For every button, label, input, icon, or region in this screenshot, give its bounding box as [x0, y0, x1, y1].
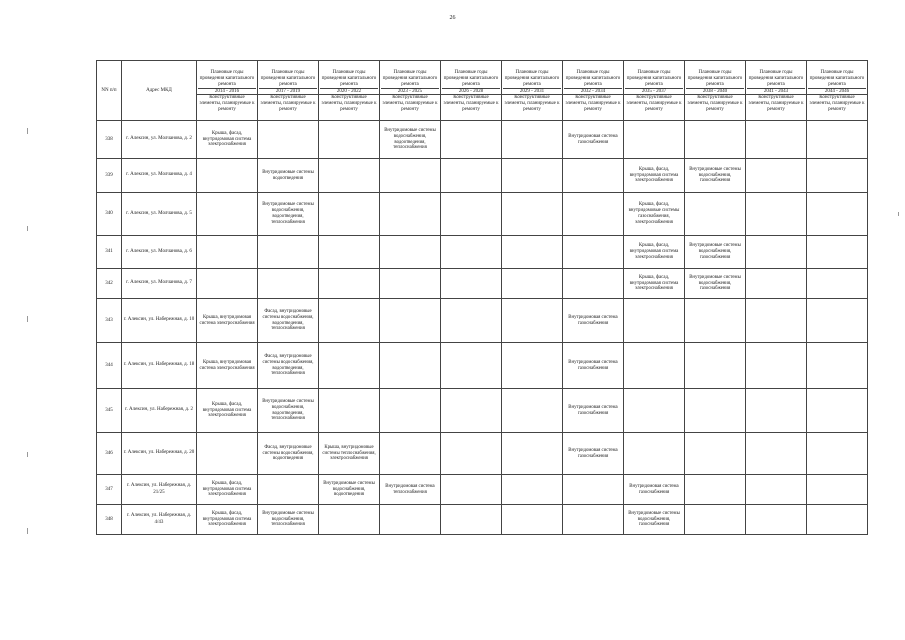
repair-cell: [380, 159, 441, 193]
period-label: Плановые годы проведения капитального ремонта: [565, 70, 621, 87]
period-label: Плановые годы проведения капитального ремонта: [260, 70, 316, 87]
table-body: [97, 121, 868, 535]
repair-cell: [441, 159, 502, 193]
repair-cell: [319, 193, 380, 236]
row-address: г. Алексин, ул. Набережная, д. 21/25: [122, 475, 197, 505]
repair-cell: Внутридомовые системы водоснабжения, газоснабжения: [685, 159, 746, 193]
repair-cell: [441, 475, 502, 505]
table-row: [97, 389, 868, 433]
column-header-address: Адрес МКД: [122, 61, 197, 121]
repair-cell: [441, 121, 502, 159]
repair-cell: [807, 193, 868, 236]
repair-cell: [502, 236, 563, 269]
column-header-period: [563, 61, 624, 95]
column-header-period: [624, 61, 685, 95]
repair-cell: [624, 433, 685, 475]
repair-cell: [807, 121, 868, 159]
repair-cell: [441, 343, 502, 389]
repair-cell: Внутридомовые системы водоснабжения, теплоснабжения: [258, 505, 319, 535]
period-years: 2038 - 2040: [686, 88, 744, 94]
repair-cell: Внутридомовая система газоснабжения: [563, 433, 624, 475]
repair-cell: Крыша, фасад, внутридомовая система электроснабжения: [624, 269, 685, 299]
repair-cell: Крыша, фасад, внутридомовая система электроснабжения: [197, 121, 258, 159]
repair-cell: Фасад, внутридомовые системы водоснабжения, водоотведения: [258, 433, 319, 475]
column-header-period: [380, 61, 441, 95]
column-header-period: [685, 61, 746, 95]
repair-cell: [807, 475, 868, 505]
scan-margin-mark: [27, 528, 28, 534]
repair-cell: Внутридомовые системы водоотведения: [258, 159, 319, 193]
repair-cell: [746, 343, 807, 389]
repair-cell: [197, 193, 258, 236]
table-row: [97, 299, 868, 343]
period-label: Плановые годы проведения капитального ремонта: [504, 70, 560, 87]
repair-cell: [502, 505, 563, 535]
table-row: [97, 343, 868, 389]
repair-cell: [441, 269, 502, 299]
period-years: 2041 - 2043: [747, 88, 805, 94]
period-years: 2044 - 2046: [808, 88, 866, 94]
repair-cell: [563, 193, 624, 236]
repair-cell: [319, 505, 380, 535]
repair-cell: [197, 433, 258, 475]
repair-cell: Внутридомовая система газоснабжения: [563, 343, 624, 389]
table-row: [97, 505, 868, 535]
scan-margin-mark: [898, 212, 899, 216]
repair-cell: [685, 475, 746, 505]
row-address: г. Алексин, ул. Молчанова, д. 7: [122, 269, 197, 299]
repair-cell: [380, 505, 441, 535]
period-years: 2035 - 2037: [625, 88, 683, 94]
repair-cell: Внутридомовые системы водоснабжения, водоотведения, теплоснабжения: [258, 389, 319, 433]
period-years: 2017 - 2019: [259, 88, 317, 94]
column-header-period: [258, 61, 319, 95]
repair-cell: [319, 121, 380, 159]
column-header-period: [197, 61, 258, 95]
column-subheader-elements: Конструктивные элементы, планируемые к ремонту: [319, 95, 380, 121]
repair-cell: [380, 193, 441, 236]
row-number: 339: [97, 159, 122, 193]
repair-cell: [563, 505, 624, 535]
period-years: 2023 - 2025: [381, 88, 439, 94]
repair-cell: [319, 299, 380, 343]
repair-cell: Внутридомовые системы водоснабжения, водоотведения, теплоснабжения: [380, 121, 441, 159]
repair-cell: Крыша, фасад, внутридомовая система электроснабжения: [197, 389, 258, 433]
repair-cell: Внутридомовая система теплоснабжения: [380, 475, 441, 505]
repair-cell: [807, 343, 868, 389]
repair-cell: [380, 269, 441, 299]
column-header-period: [502, 61, 563, 95]
row-number: 348: [97, 505, 122, 535]
period-years: 2026 - 2028: [442, 88, 500, 94]
period-header-row: [97, 61, 868, 95]
column-header-period: [319, 61, 380, 95]
repair-cell: [380, 299, 441, 343]
period-label: Плановые годы проведения капитального ремонта: [626, 70, 682, 87]
table-row: [97, 475, 868, 505]
column-subheader-elements: Конструктивные элементы, планируемые к ремонту: [685, 95, 746, 121]
column-header-period: [441, 61, 502, 95]
row-number: 343: [97, 299, 122, 343]
row-address: г. Алексин, ул. Молчанова, д. 6: [122, 236, 197, 269]
repair-cell: [441, 193, 502, 236]
period-years: 2029 - 2031: [503, 88, 561, 94]
repair-cell: [746, 299, 807, 343]
repair-cell: [319, 269, 380, 299]
repair-cell: Внутридомовые системы водоснабжения, газоснабжения: [624, 505, 685, 535]
row-address: г. Алексин, ул. Набережная, д. 18: [122, 343, 197, 389]
scan-margin-mark: [27, 452, 28, 457]
repair-cell: [807, 269, 868, 299]
period-label: Плановые годы проведения капитального ремонта: [321, 70, 377, 87]
row-address: г. Алексин, ул. Набережная, д. 4/43: [122, 505, 197, 535]
repair-cell: Крыша, внутридомовая система электроснабжения: [197, 299, 258, 343]
column-subheader-elements: Конструктивные элементы, планируемые к ремонту: [197, 95, 258, 121]
row-number: 344: [97, 343, 122, 389]
repair-cell: Внутридомовые системы водоснабжения, газоснабжения: [685, 236, 746, 269]
column-subheader-elements: Конструктивные элементы, планируемые к ремонту: [441, 95, 502, 121]
repair-cell: Крыша, фасад, внутридомовая система электроснабжения: [197, 475, 258, 505]
period-label: Плановые годы проведения капитального ремонта: [809, 70, 865, 87]
repair-cell: Крыша, фасад, внутридомовая система электроснабжения: [624, 159, 685, 193]
period-label: Плановые годы проведения капитального ремонта: [199, 70, 255, 87]
column-subheader-elements: Конструктивные элементы, планируемые к ремонту: [502, 95, 563, 121]
repair-cell: [502, 269, 563, 299]
repair-cell: [746, 389, 807, 433]
repair-cell: [441, 433, 502, 475]
repair-cell: [685, 121, 746, 159]
column-subheader-elements: Конструктивные элементы, планируемые к ремонту: [563, 95, 624, 121]
period-years: 2032 - 2034: [564, 88, 622, 94]
repair-cell: [380, 343, 441, 389]
repair-cell: [685, 343, 746, 389]
period-years: 2020 - 2022: [320, 88, 378, 94]
repair-cell: [502, 475, 563, 505]
column-subheader-elements: Конструктивные элементы, планируемые к ремонту: [807, 95, 868, 121]
row-number: 347: [97, 475, 122, 505]
repair-cell: Фасад, внутридомовые системы водоснабжения, водоотведения, теплоснабжения: [258, 343, 319, 389]
repair-cell: [380, 236, 441, 269]
repair-cell: [258, 121, 319, 159]
repair-cell: [502, 343, 563, 389]
repair-cell: [441, 299, 502, 343]
repair-cell: Внутридомовая система газоснабжения: [563, 121, 624, 159]
repair-cell: [319, 343, 380, 389]
table-row: [97, 269, 868, 299]
column-subheader-elements: Конструктивные элементы, планируемые к ремонту: [258, 95, 319, 121]
repair-cell: [258, 236, 319, 269]
repair-cell: [563, 475, 624, 505]
repair-cell: [563, 269, 624, 299]
repair-cell: [685, 193, 746, 236]
repair-cell: [380, 433, 441, 475]
repair-cell: [685, 389, 746, 433]
repair-cell: [502, 389, 563, 433]
repair-cell: Крыша, фасад, внутридомовые системы газоснабжения, электроснабжения: [624, 193, 685, 236]
period-label: Плановые годы проведения капитального ремонта: [748, 70, 804, 87]
repair-cell: [563, 159, 624, 193]
repair-cell: Крыша, фасад, внутридомовая система электроснабжения: [197, 505, 258, 535]
table-header: [97, 61, 868, 121]
row-number: 342: [97, 269, 122, 299]
row-address: г. Алексин, ул. Набережная, д. 2: [122, 389, 197, 433]
column-subheader-elements: Конструктивные элементы, планируемые к ремонту: [380, 95, 441, 121]
repair-cell: [197, 269, 258, 299]
repair-cell: [441, 389, 502, 433]
scan-margin-mark: [27, 226, 28, 231]
table-row: [97, 193, 868, 236]
repair-cell: [319, 159, 380, 193]
page-number: 26: [449, 15, 456, 21]
row-number: 345: [97, 389, 122, 433]
repair-cell: [197, 159, 258, 193]
period-label: Плановые годы проведения капитального ремонта: [443, 70, 499, 87]
column-header-period: [746, 61, 807, 95]
repair-cell: [746, 433, 807, 475]
repair-cell: [685, 433, 746, 475]
repair-cell: Фасад, внутридомовые системы водоснабжения, водоотведения, теплоснабжения: [258, 299, 319, 343]
repair-cell: [258, 475, 319, 505]
repair-cell: [746, 159, 807, 193]
repair-cell: [807, 389, 868, 433]
repair-cell: [685, 299, 746, 343]
repair-cell: [807, 433, 868, 475]
repair-cell: [502, 433, 563, 475]
repair-cell: [380, 389, 441, 433]
repair-cell: [319, 236, 380, 269]
repair-cell: [746, 475, 807, 505]
repair-cell: [624, 121, 685, 159]
row-address: г. Алексин, ул. Молчанова, д. 5: [122, 193, 197, 236]
repair-cell: [624, 389, 685, 433]
column-subheader-elements: Конструктивные элементы, планируемые к ремонту: [746, 95, 807, 121]
repair-cell: Внутридомовая система газоснабжения: [563, 299, 624, 343]
repair-cell: [197, 236, 258, 269]
repair-cell: [807, 505, 868, 535]
repair-cell: [441, 505, 502, 535]
repair-cell: [807, 299, 868, 343]
repair-cell: [441, 236, 502, 269]
row-address: г. Алексин, ул. Набережная, д. 10: [122, 299, 197, 343]
table-row: [97, 121, 868, 159]
repair-cell: Крыша, внутридомовая система электроснабжения: [197, 343, 258, 389]
repair-cell: Крыша, внутридомовые системы теплоснабжения, электроснабжения: [319, 433, 380, 475]
repair-cell: [319, 389, 380, 433]
repair-cell: [807, 159, 868, 193]
repair-cell: Крыша, фасад, внутридомовая система электроснабжения: [624, 236, 685, 269]
period-years: 2014 - 2016: [198, 88, 256, 94]
column-header-number: NN п/п: [97, 61, 122, 121]
repair-cell: [624, 343, 685, 389]
repair-cell: [258, 269, 319, 299]
row-number: 338: [97, 121, 122, 159]
repair-cell: [624, 299, 685, 343]
repair-cell: [746, 193, 807, 236]
repair-cell: Внутридомовые системы водоснабжения, водоотведения, теплоснабжения: [258, 193, 319, 236]
repair-cell: [746, 505, 807, 535]
repair-cell: [502, 121, 563, 159]
scan-margin-mark: [27, 128, 28, 134]
scan-margin-mark: [27, 316, 28, 322]
table-row: [97, 433, 868, 475]
row-number: 340: [97, 193, 122, 236]
period-label: Плановые годы проведения капитального ремонта: [687, 70, 743, 87]
column-header-period: [807, 61, 868, 95]
repair-cell: [807, 236, 868, 269]
repair-cell: [746, 236, 807, 269]
table-row: [97, 159, 868, 193]
repair-cell: Внутридомовая система газоснабжения: [624, 475, 685, 505]
row-number: 346: [97, 433, 122, 475]
table-row: [97, 236, 868, 269]
row-address: г. Алексин, ул. Молчанова, д. 2: [122, 121, 197, 159]
repair-cell: [502, 193, 563, 236]
row-address: г. Алексин, ул. Набережная, д. 20: [122, 433, 197, 475]
repair-cell: [685, 505, 746, 535]
repair-cell: [746, 269, 807, 299]
repair-cell: [502, 299, 563, 343]
row-address: г. Алексин, ул. Молчанова, д. 4: [122, 159, 197, 193]
repair-cell: Внутридомовая система газоснабжения: [563, 389, 624, 433]
repair-cell: [563, 236, 624, 269]
repair-cell: [746, 121, 807, 159]
repair-schedule-table: [96, 60, 868, 535]
row-number: 341: [97, 236, 122, 269]
period-label: Плановые годы проведения капитального ремонта: [382, 70, 438, 87]
repair-cell: Внутридомовые системы водоснабжения, газоснабжения: [685, 269, 746, 299]
elements-header-row: [97, 95, 868, 121]
repair-cell: Внутридомовые системы водоснабжения, водоотведения: [319, 475, 380, 505]
repair-cell: [502, 159, 563, 193]
column-subheader-elements: Конструктивные элементы, планируемые к ремонту: [624, 95, 685, 121]
